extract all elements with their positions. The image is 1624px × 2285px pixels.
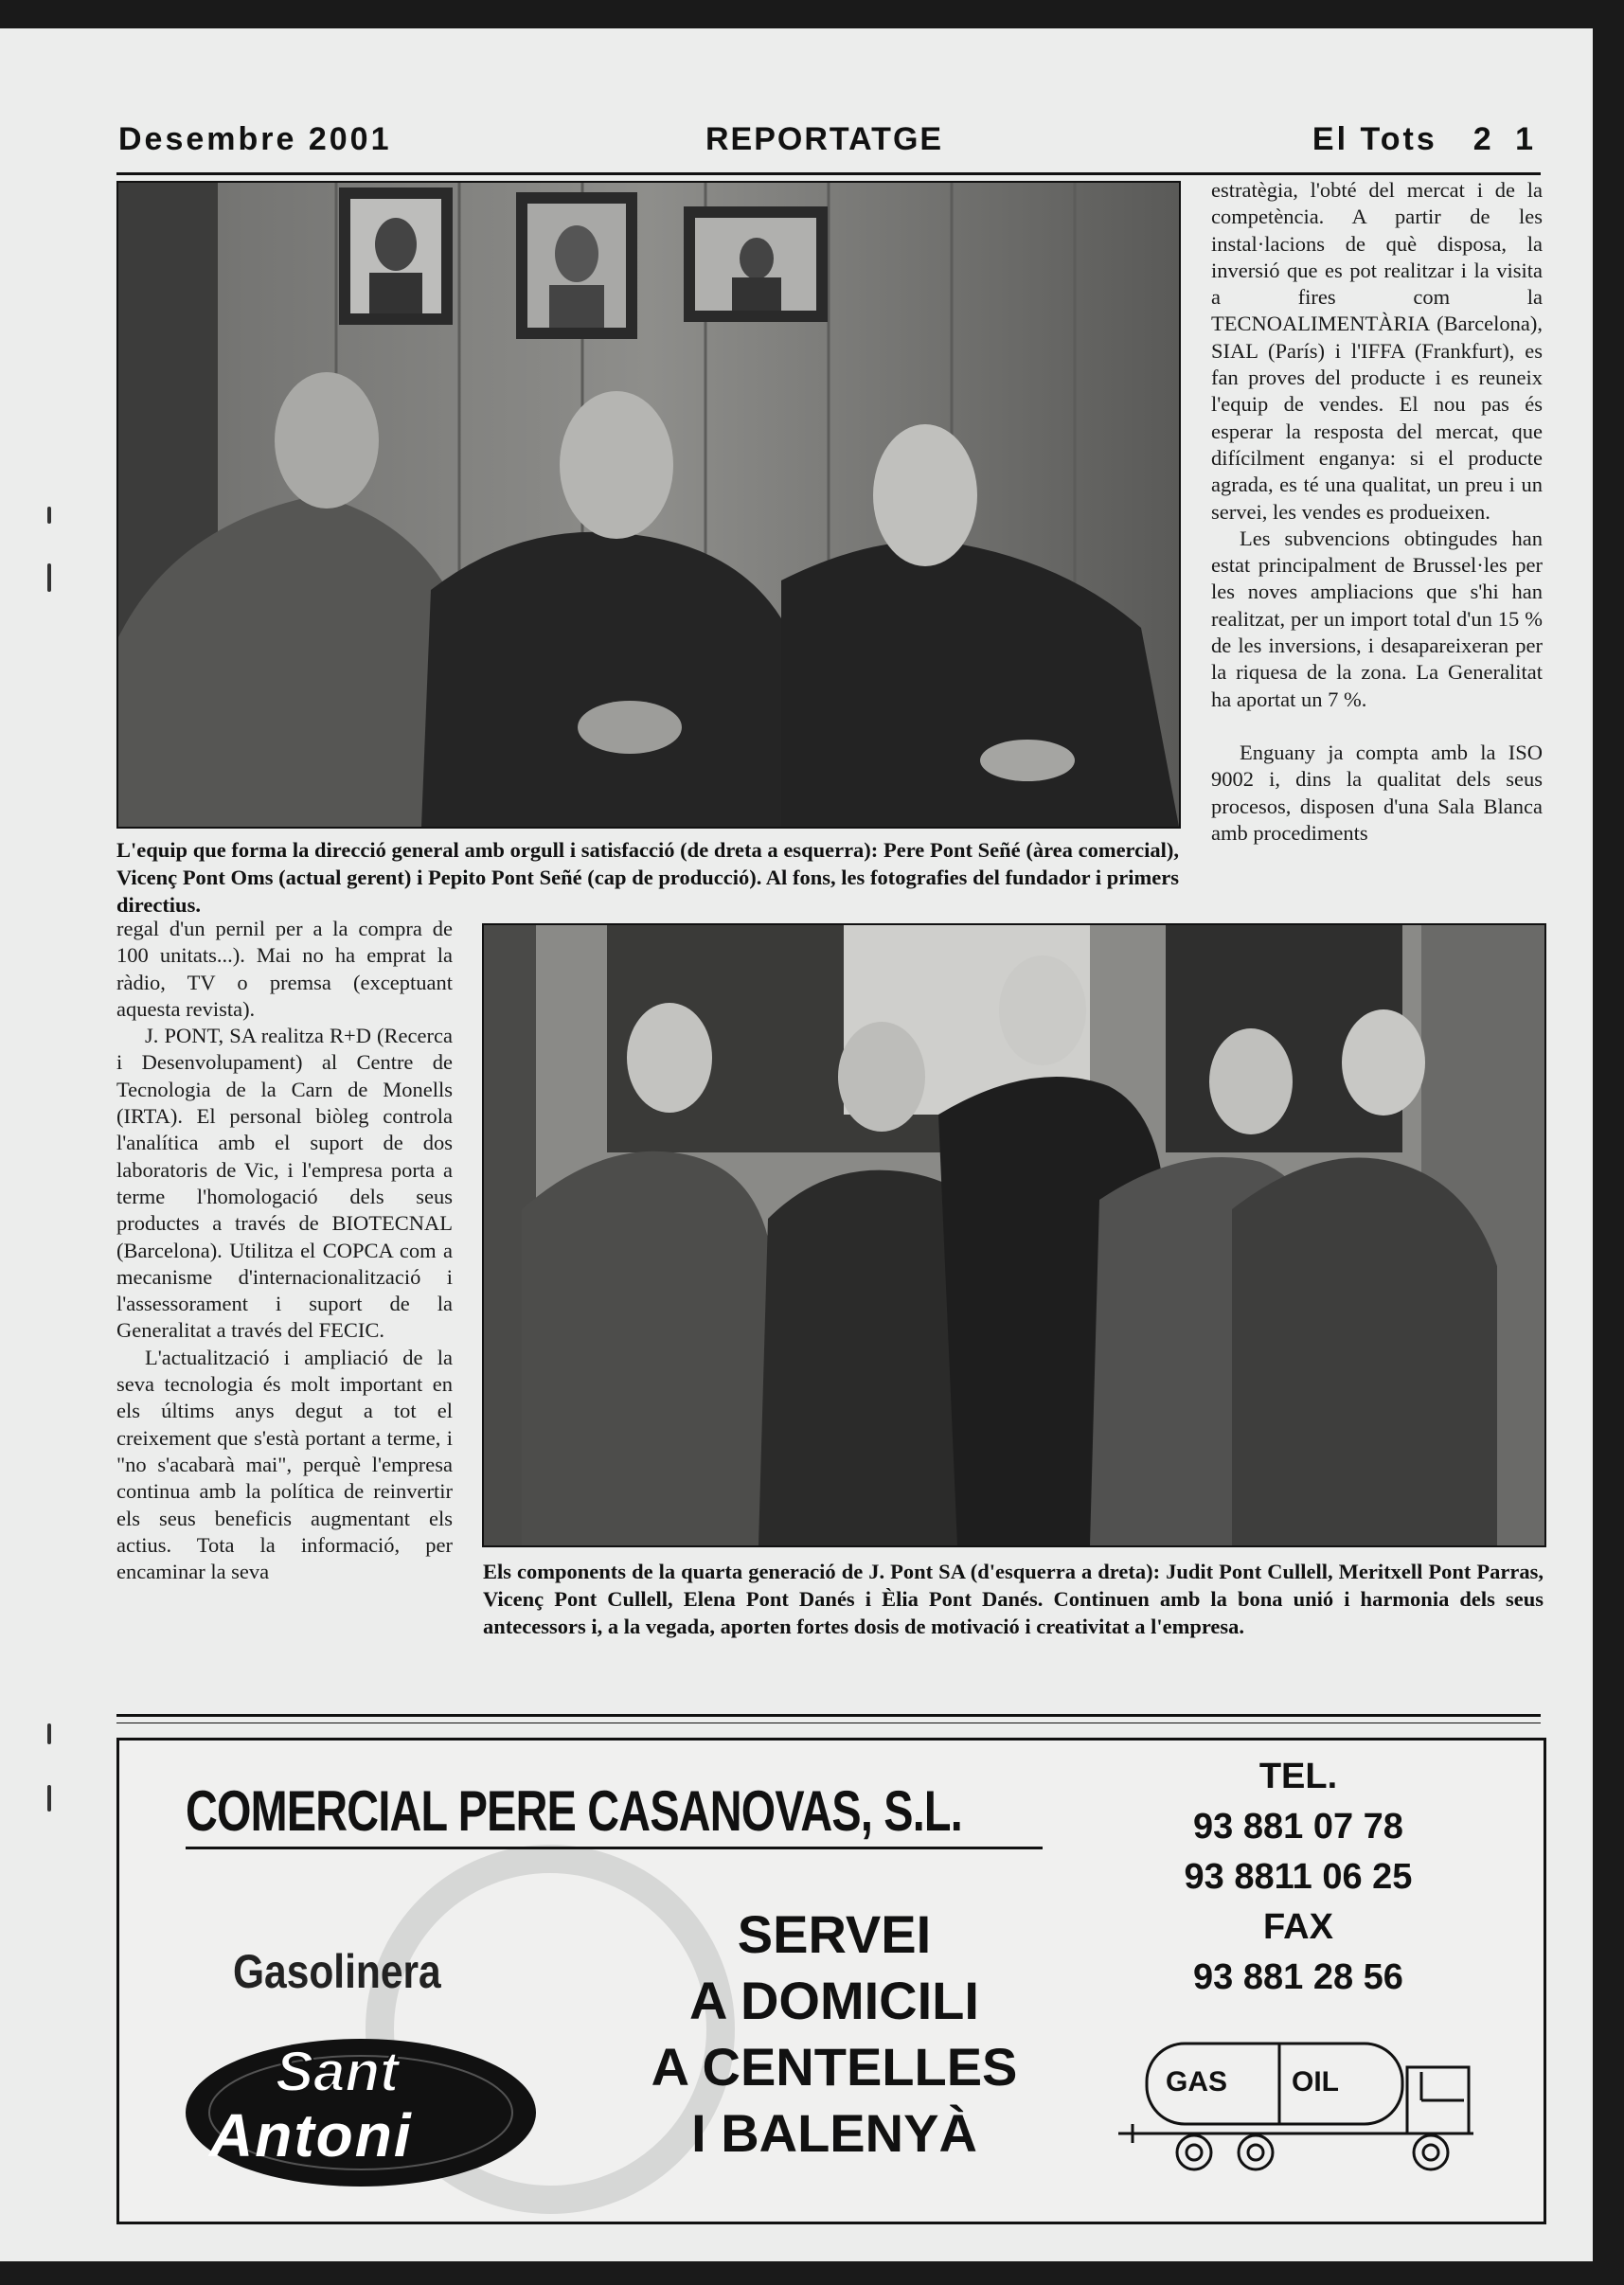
tel-number: 93 8811 06 25 xyxy=(1184,1857,1413,1897)
scan-mark xyxy=(47,507,51,524)
tel-label: TEL. xyxy=(1258,1757,1338,1796)
magazine-name: El Tots xyxy=(1312,121,1437,157)
tanker-truck-icon xyxy=(1114,2034,1488,2176)
article-paragraph: J. PONT, SA realitza R+D (Recerca i Desenvolupament) al Centre de Tecnologia de la Carn de Monells (IRTA). El personal biòleg controla l'analítica amb el suport de dos laboratoris de Vic, i l'empresa porta a terme l'homologació dels seus productes a través de BIOTECNAL (Barcelona). Utilitza el COPCA com a mecanisme d'internacionalització i l'assessorament i suport de la Generalitat a través del FECIC. xyxy=(116,1024,453,1343)
logo-line-2: Antoni xyxy=(209,2101,413,2169)
advertisement xyxy=(116,1738,1546,2224)
ad-service-block xyxy=(616,1901,1052,2167)
ad-gas-station-label: Gasolinera xyxy=(233,1945,441,1998)
article-paragraph: Enguany ja compta amb la ISO 9002 i, dins la qualitat dels seus procesos, disposen d'una Sala Blanca amb procediments xyxy=(1211,740,1543,845)
tel-number: 93 881 07 78 xyxy=(1193,1807,1403,1847)
fax-number: 93 881 28 56 xyxy=(1193,1957,1403,1997)
page-header xyxy=(116,110,1541,175)
scan-mark xyxy=(47,1723,51,1744)
section-title: REPORTATGE xyxy=(705,121,944,157)
service-line: I BALENYÀ xyxy=(691,2103,977,2163)
management-photo xyxy=(116,181,1181,829)
service-line: A DOMICILI xyxy=(689,1971,979,2030)
truck-label-gas: GAS xyxy=(1166,2066,1228,2098)
article-paragraph: regal d'un pernil per a la compra de 100 unitats...). Mai no ha emprat la ràdio, TV o premsa (exceptuant aquesta revista). xyxy=(116,917,453,1021)
article-paragraph: L'actualització i ampliació de la seva tecnologia és molt important en els últims anys degut a tot el creixement que s'està portant a terme, i "no s'acabarà mai", perquè l'empresa continua amb la política de reinvertir els seus beneficis augmentant els actius. Tota la informació, per encaminar la seva xyxy=(116,1345,453,1584)
truck-label-oil: OIL xyxy=(1292,2066,1339,2098)
magazine-page xyxy=(0,28,1593,2261)
fourth-generation-caption: Els components de la quarta generació de J. Pont SA (d'esquerra a dreta): Judit Pont Cullell, Meritxell Pont Parras, Vicenç Pont Cullell, Elena Pont Danés i Èlia Pont Danés. Continuen amb la bona unió i harmonia dels seus antecessors i, a la vegada, aporten fortes dosis de motivació i creativitat a l'empresa. xyxy=(483,1560,1544,1638)
sant-antoni-logo xyxy=(171,2029,560,2195)
fax-label: FAX xyxy=(1263,1907,1333,1947)
issue-date: Desembre 2001 xyxy=(118,121,392,157)
article-left-column xyxy=(116,916,453,1585)
logo-line-1: Sant xyxy=(276,2040,400,2103)
ad-title-underline xyxy=(186,1847,1043,1849)
ad-contact-block xyxy=(1142,1752,1454,2003)
management-photo-caption: L'equip que forma la direcció general amb orgull i satisfacció (de dreta a esquerra): Pere Pont Señé (àrea comercial), Vicenç Pont Oms (actual gerent) i Pepito Pont Señé (cap de producció). Al fons, les fotografies del fundador i primers directius. xyxy=(116,838,1179,917)
fourth-generation-photo xyxy=(482,923,1546,1547)
scan-mark xyxy=(47,1785,51,1812)
scan-mark xyxy=(47,563,51,592)
service-line: A CENTELLES xyxy=(651,2037,1018,2097)
article-right-column xyxy=(1211,177,1543,847)
magazine-and-page xyxy=(1312,121,1541,158)
article-paragraph: estratègia, l'obté del mercat i de la competència. A partir de les instal·lacions de què disposa, la inversió que es pot realitzar i la visita a fires com la TECNOALIMENTÀRIA (Barcelona), SIAL (París) i l'IFFA (Frankfurt), es fan proves del producte i es reuneix l'equip de vendes. El nou pas és esperar la resposta del mercat, que difícilment enganya: si el producte agrada, es té una qualitat, un preu i un servei, les vendes es produeixen. xyxy=(1211,178,1543,524)
article-paragraph: Les subvencions obtingudes han estat principalment de Brussel·les per les noves ampliacions que s'hi han realitzat, per un import total d'un 15 % de les inversions, i desapareixeran per la riquesa de la zona. La Generalitat ha aportat un 7 %. xyxy=(1211,526,1543,711)
service-line: SERVEI xyxy=(737,1904,932,1964)
separator-line xyxy=(116,1714,1541,1717)
ad-company-name: COMERCIAL PERE CASANOVAS, S.L. xyxy=(186,1779,962,1843)
page-number: 2 1 xyxy=(1472,121,1541,157)
